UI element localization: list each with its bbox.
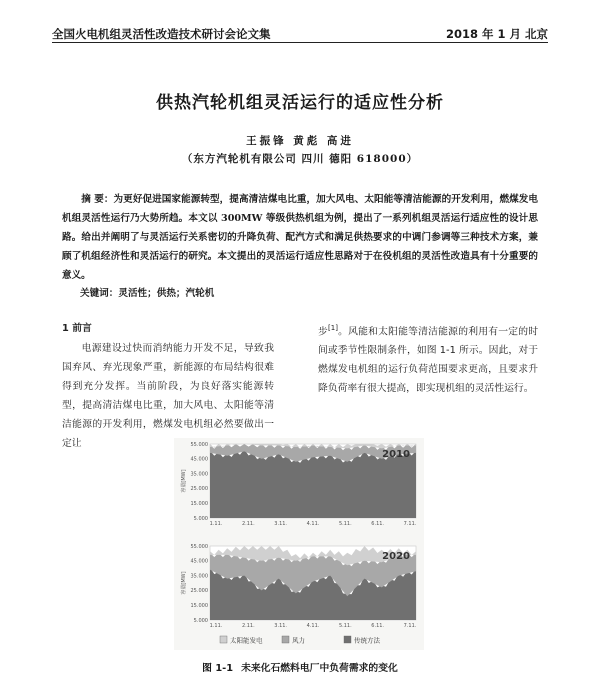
author-list: 王振锋 黄彪 高进 — [246, 135, 354, 147]
x-tick-label: 3.11. — [274, 521, 288, 527]
keywords-text: 灵活性；供热；汽轮机 — [118, 288, 215, 299]
y-tick-label: 15.000 — [190, 603, 208, 609]
x-tick-label: 5.11. — [338, 521, 352, 527]
x-tick-label: 4.11. — [306, 623, 320, 629]
section-heading-intro: 1 前言 — [62, 323, 92, 334]
y-tick-label: 45.000 — [190, 558, 208, 565]
chart-year-title: 2010 — [382, 449, 410, 460]
figure-caption-text: 未来化石燃料电厂中负荷需求的变化 — [241, 663, 398, 674]
y-tick-label: 35.000 — [190, 471, 208, 478]
y-tick-label: 35.000 — [190, 573, 208, 580]
legend-swatch — [220, 636, 227, 643]
header-divider — [52, 42, 548, 43]
figure-load-demand — [174, 438, 424, 650]
x-tick-label: 1.11. — [209, 623, 223, 629]
y-tick-label: 45.000 — [190, 456, 208, 463]
citation-ref: [1] — [328, 324, 338, 332]
legend-label: 太阳能发电 — [230, 636, 263, 645]
legend-swatch — [282, 636, 289, 643]
body-column-left — [62, 319, 274, 453]
legend-swatch — [344, 636, 351, 643]
legend-label: 风力 — [292, 636, 305, 645]
y-tick-label: 55.000 — [190, 441, 208, 448]
y-tick-label: 5.000 — [193, 515, 208, 522]
body-column-right — [318, 319, 538, 398]
x-tick-label: 2.11. — [241, 521, 255, 527]
y-tick-label: 55.000 — [190, 543, 208, 550]
x-tick-label: 6.11. — [371, 623, 385, 629]
x-tick-label: 7.11. — [403, 521, 417, 527]
x-tick-label: 7.11. — [403, 623, 417, 629]
x-tick-label: 6.11. — [371, 521, 385, 527]
paper-title: 供热汽轮机组灵活运行的适应性分析 — [156, 93, 444, 113]
legend-label: 传统方法 — [354, 636, 380, 645]
chart-year-title: 2020 — [382, 551, 410, 562]
x-tick-label: 3.11. — [274, 623, 288, 629]
y-tick-label: 25.000 — [190, 486, 208, 493]
y-axis-label: 容量[MW] — [181, 469, 187, 493]
load-demand-charts — [174, 438, 424, 650]
running-header — [52, 26, 548, 42]
x-tick-label: 2.11. — [241, 623, 255, 629]
keywords — [80, 285, 214, 299]
y-tick-label: 25.000 — [190, 588, 208, 595]
affiliation: （东方汽轮机有限公司 四川 德阳 618000） — [181, 153, 419, 165]
header-proceedings-title: 全国火电机组灵活性改造技术研讨会论文集 — [52, 27, 271, 41]
figure-number: 图 1-1 — [202, 663, 234, 674]
figure-caption — [0, 660, 600, 674]
abstract-label: 摘 要： — [81, 194, 114, 205]
keywords-label: 关键词： — [80, 288, 119, 299]
x-tick-label: 4.11. — [306, 521, 320, 527]
x-tick-label: 1.11. — [209, 521, 223, 527]
abstract — [62, 190, 538, 285]
y-axis-label: 容量[MW] — [181, 571, 187, 595]
y-tick-label: 15.000 — [190, 501, 208, 507]
intro-paragraph-1: 电源建设过快而消纳能力开发不足，导致我国弃风、弃光现象严重，新能源的布局结构很难得到充分发挥。当前阶段，为良好落实能源转型，提高清洁煤电比重，加大风电、太阳能等清洁能源的开发利用，燃煤发电机组必然要做出一定让 — [62, 343, 274, 449]
intro-paragraph-2a: 步 — [318, 326, 329, 338]
intro-paragraph-2b: 。风能和太阳能等清洁能源的利用有一定的时间或季节性限制条件，如图 1-1 所示。因此，对于燃煤发电机组的运行负荷范围要求更高，且要求升降负荷率有很大提高，即实现机组的灵活性运行。 — [318, 326, 539, 395]
header-date-location: 2018 年 1 月 北京 — [445, 27, 548, 41]
y-tick-label: 5.000 — [193, 617, 208, 624]
x-tick-label: 5.11. — [338, 623, 352, 629]
abstract-text: 为更好促进国家能源转型，提高清洁煤电比重，加大风电、太阳能等清洁能源的开发利用，燃煤发电机组灵活性运行乃大势所趋。本文以 300MW 等级供热机组为例，提出了一系列机组灵活运行适应性的设计思路。给出并阐明了与灵活运行关系密切的升降负荷、配汽方式和满足供热要求的中调门参调等三种技术方案，兼顾了机组经济性和灵活运行的研究。本文提出的灵活运行适应性思路对于在役机组的灵活性改造具有十分重要的意义。 — [62, 194, 538, 281]
